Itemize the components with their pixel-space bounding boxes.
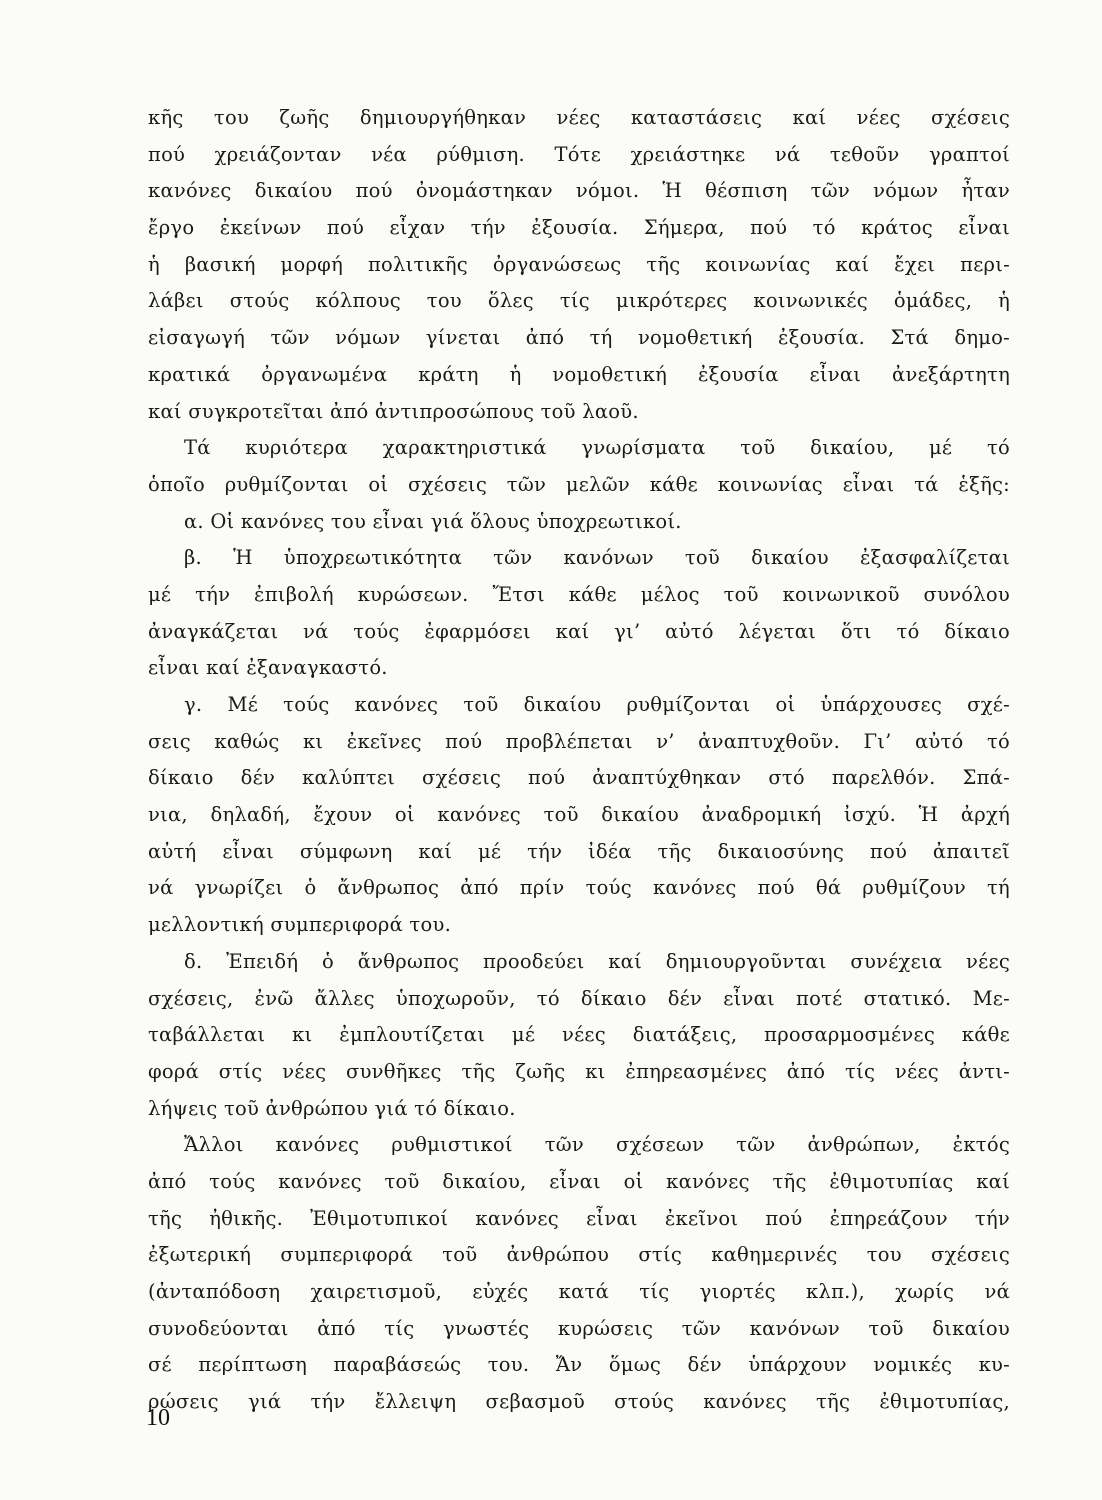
text-line: συνοδεύονται ἀπό τίς γνωστές κυρώσεις τῶν κανόνων τοῦ δικαίου (148, 1316, 1010, 1340)
text-line: μέ τήν ἐπιβολή κυρώσεων. Ἔτσι κάθε μέλος τοῦ κοινωνικοῦ συνόλου (148, 582, 1010, 606)
text-line: νά γνωρίζει ὁ ἄνθρωπος ἀπό πρίν τούς κανόνες πού θά ρυθμίζουν τή (148, 876, 1010, 900)
text-line: ρώσεις γιά τήν ἔλλειψη σεβασμοῦ στούς κανόνες τῆς ἐθιμοτυπίας, (148, 1390, 1010, 1414)
text-line: Τά κυριότερα χαρακτηριστικά γνωρίσματα τοῦ δικαίου, μέ τό (184, 436, 1010, 460)
text-line: λάβει στούς κόλπους του ὅλες τίς μικρότερες κοινωνικές ὁμάδες, ἡ (148, 289, 1010, 313)
text-line: μελλοντική συμπεριφορά του. (148, 913, 452, 937)
body-text (148, 100, 1010, 1421)
text-line: εἰσαγωγή τῶν νόμων γίνεται ἀπό τή νομοθετική ἐξουσία. Στά δημο- (148, 326, 1010, 350)
text-line: ταβάλλεται κι ἐμπλουτίζεται μέ νέες διατάξεις, προσαρμοσμένες κάθε (148, 1023, 1010, 1047)
text-line: α. Οἱ κανόνες του εἶναι γιά ὅλους ὑποχρεωτικοί. (184, 509, 682, 533)
text-line: πού χρειάζονταν νέα ρύθμιση. Τότε χρειάστηκε νά τεθοῦν γραπτοί (148, 142, 1010, 166)
text-line: δίκαιο δέν καλύπτει σχέσεις πού ἀναπτύχθηκαν στό παρελθόν. Σπά- (148, 766, 1010, 790)
text-line: κανόνες δικαίου πού ὀνομάστηκαν νόμοι. Ἡ θέσπιση τῶν νόμων ἦταν (148, 179, 1010, 203)
text-line: φορά στίς νέες συνθῆκες τῆς ζωῆς κι ἐπηρεασμένες ἀπό τίς νέες ἀντι- (148, 1059, 1010, 1083)
text-line: Ἄλλοι κανόνες ρυθμιστικοί τῶν σχέσεων τῶν ἀνθρώπων, ἐκτός (184, 1133, 1010, 1157)
text-line: αὐτή εἶναι σύμφωνη καί μέ τήν ἰδέα τῆς δικαιοσύνης πού ἀπαιτεῖ (148, 839, 1010, 863)
text-line: γ. Μέ τούς κανόνες τοῦ δικαίου ρυθμίζονται οἱ ὑπάρχουσες σχέ- (184, 693, 1010, 716)
text-line: σέ περίπτωση παραβάσεώς του. Ἄν ὅμως δέν ὑπάρχουν νομικές κυ- (148, 1353, 1010, 1377)
text-line: σχέσεις, ἐνῶ ἄλλες ὑποχωροῦν, τό δίκαιο δέν εἶναι ποτέ στατικό. Με- (148, 986, 1010, 1010)
page-number: 10 (146, 1405, 170, 1431)
text-line: ἐξωτερική συμπεριφορά τοῦ ἀνθρώπου στίς καθημερινές του σχέσεις (148, 1243, 1010, 1267)
text-line: β. Ἡ ὑποχρεωτικότητα τῶν κανόνων τοῦ δικαίου ἐξασφαλίζεται (184, 546, 1010, 570)
text-line: νια, δηλαδή, ἔχουν οἱ κανόνες τοῦ δικαίου ἀναδρομική ἰσχύ. Ἡ ἀρχή (148, 803, 1010, 827)
text-line: ἀπό τούς κανόνες τοῦ δικαίου, εἶναι οἱ κανόνες τῆς ἐθιμοτυπίας καί (148, 1169, 1010, 1193)
text-line: καί συγκροτεῖται ἀπό ἀντιπροσώπους τοῦ λαοῦ. (148, 399, 639, 423)
text-line: εἶναι καί ἐξαναγκαστό. (148, 656, 388, 680)
text-line: ἀναγκάζεται νά τούς ἐφαρμόσει καί γι’ αὐτό λέγεται ὅτι τό δίκαιο (148, 619, 1010, 643)
text-line: κρατικά ὀργανωμένα κράτη ἡ νομοθετική ἐξουσία εἶναι ἀνεξάρτητη (148, 362, 1010, 386)
text-line: ὁποῖο ρυθμίζονται οἱ σχέσεις τῶν μελῶν κάθε κοινωνίας εἶναι τά ἑξῆς: (148, 472, 1010, 496)
text-line: (ἀνταπόδοση χαιρετισμοῦ, εὐχές κατά τίς γιορτές κλπ.), χωρίς νά (148, 1280, 1010, 1303)
text-line: λήψεις τοῦ ἀνθρώπου γιά τό δίκαιο. (148, 1096, 516, 1120)
text-line: τῆς ἠθικῆς. Ἐθιμοτυπικοί κανόνες εἶναι ἐκεῖνοι πού ἐπηρεάζουν τήν (148, 1206, 1010, 1230)
text-line: σεις καθώς κι ἐκεῖνες πού προβλέπεται ν’ ἀναπτυχθοῦν. Γι’ αὐτό τό (148, 729, 1010, 753)
text-line: ἔργο ἐκείνων πού εἶχαν τήν ἐξουσία. Σήμερα, πού τό κράτος εἶναι (148, 216, 1010, 240)
text-line: δ. Ἐπειδή ὁ ἄνθρωπος προοδεύει καί δημιουργοῦνται συνέχεια νέες (184, 949, 1010, 973)
text-line: ἡ βασική μορφή πολιτικῆς ὀργανώσεως τῆς κοινωνίας καί ἔχει περι- (148, 252, 1010, 276)
text-line: κῆς του ζωῆς δημιουργήθηκαν νέες καταστάσεις καί νέες σχέσεις (148, 106, 1010, 129)
